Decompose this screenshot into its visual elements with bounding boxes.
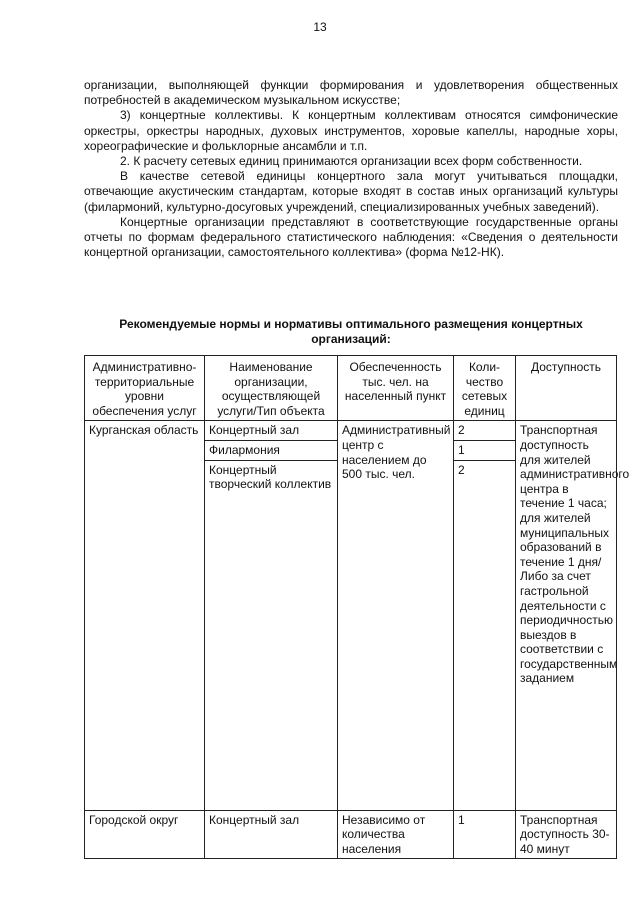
- table-row: [85, 421, 617, 441]
- object-cell: Концертный зал: [205, 421, 338, 441]
- paragraph: организации, выполняющей функции формирования и удовлетворения общественных потребностей в академическом музыкальном искусстве;: [84, 78, 618, 108]
- column-header: Коли-чество сетевых единиц: [454, 356, 516, 421]
- table-header-row: [85, 356, 617, 421]
- column-header: Наименование организации, осуществляющей услуги/Тип объекта: [205, 356, 338, 421]
- object-cell: Филармония: [205, 440, 338, 460]
- object-cell: Концертный зал: [205, 810, 338, 859]
- column-header: Обеспеченность тыс. чел. на населенный пункт: [338, 356, 454, 421]
- level-cell: Курганская область: [85, 421, 205, 810]
- provision-cell: Административный центр с населением до 500 тыс. чел.: [338, 421, 454, 810]
- paragraph: 3) концертные коллективы. К концертным коллективам относятся симфонические оркестры, оркестры народных, духовых инструментов, хоровые капеллы, народные хоры, хореографические и фольклорные ансамбли и т.п.: [84, 108, 618, 153]
- paragraph: В качестве сетевой единицы концертного зала могут учитываться площадки, отвечающие акустическим стандартам, которые входят в состав иных организаций культуры (филармоний, культурно-досуговых учреждений, специализированных учебных заведений).: [84, 169, 618, 214]
- object-cell: Концертный творческий коллектив: [205, 460, 338, 810]
- body-text: [84, 78, 618, 260]
- table-title: Рекомендуемые нормы и нормативы оптимального размещения концертных организаций:: [119, 317, 583, 346]
- column-header: Доступность: [516, 356, 617, 421]
- units-cell: 1: [454, 440, 516, 460]
- norms-table: [84, 355, 630, 859]
- table-row: [85, 810, 617, 859]
- paragraph: 2. К расчету сетевых единиц принимаются организации всех форм собственности.: [120, 154, 583, 169]
- units-cell: 1: [454, 810, 516, 859]
- access-cell: Транспортная доступность 30-40 минут: [516, 810, 617, 859]
- units-cell: 2: [454, 460, 516, 810]
- level-cell: Городской округ: [85, 810, 205, 859]
- page-number: 13: [313, 20, 327, 34]
- units-cell: 2: [454, 421, 516, 441]
- access-cell: Транспортная доступность для жителей административного центра в течение 1 часа; для жителей муниципальных образований в течение 1 дня/ Либо за счет гастрольной деятельности с периодичностью выездов в соответствии с государственным заданием: [516, 421, 617, 810]
- column-header: Административно-территориальные уровни обеспечения услуг: [85, 356, 205, 421]
- provision-cell: Независимо от количества населения: [338, 810, 454, 859]
- paragraph: Концертные организации представляют в соответствующие государственные органы отчеты по формам федерального статистического наблюдения: «Сведения о деятельности концертной организации, самостоятельного коллектива» (форма №12-НК).: [84, 214, 618, 260]
